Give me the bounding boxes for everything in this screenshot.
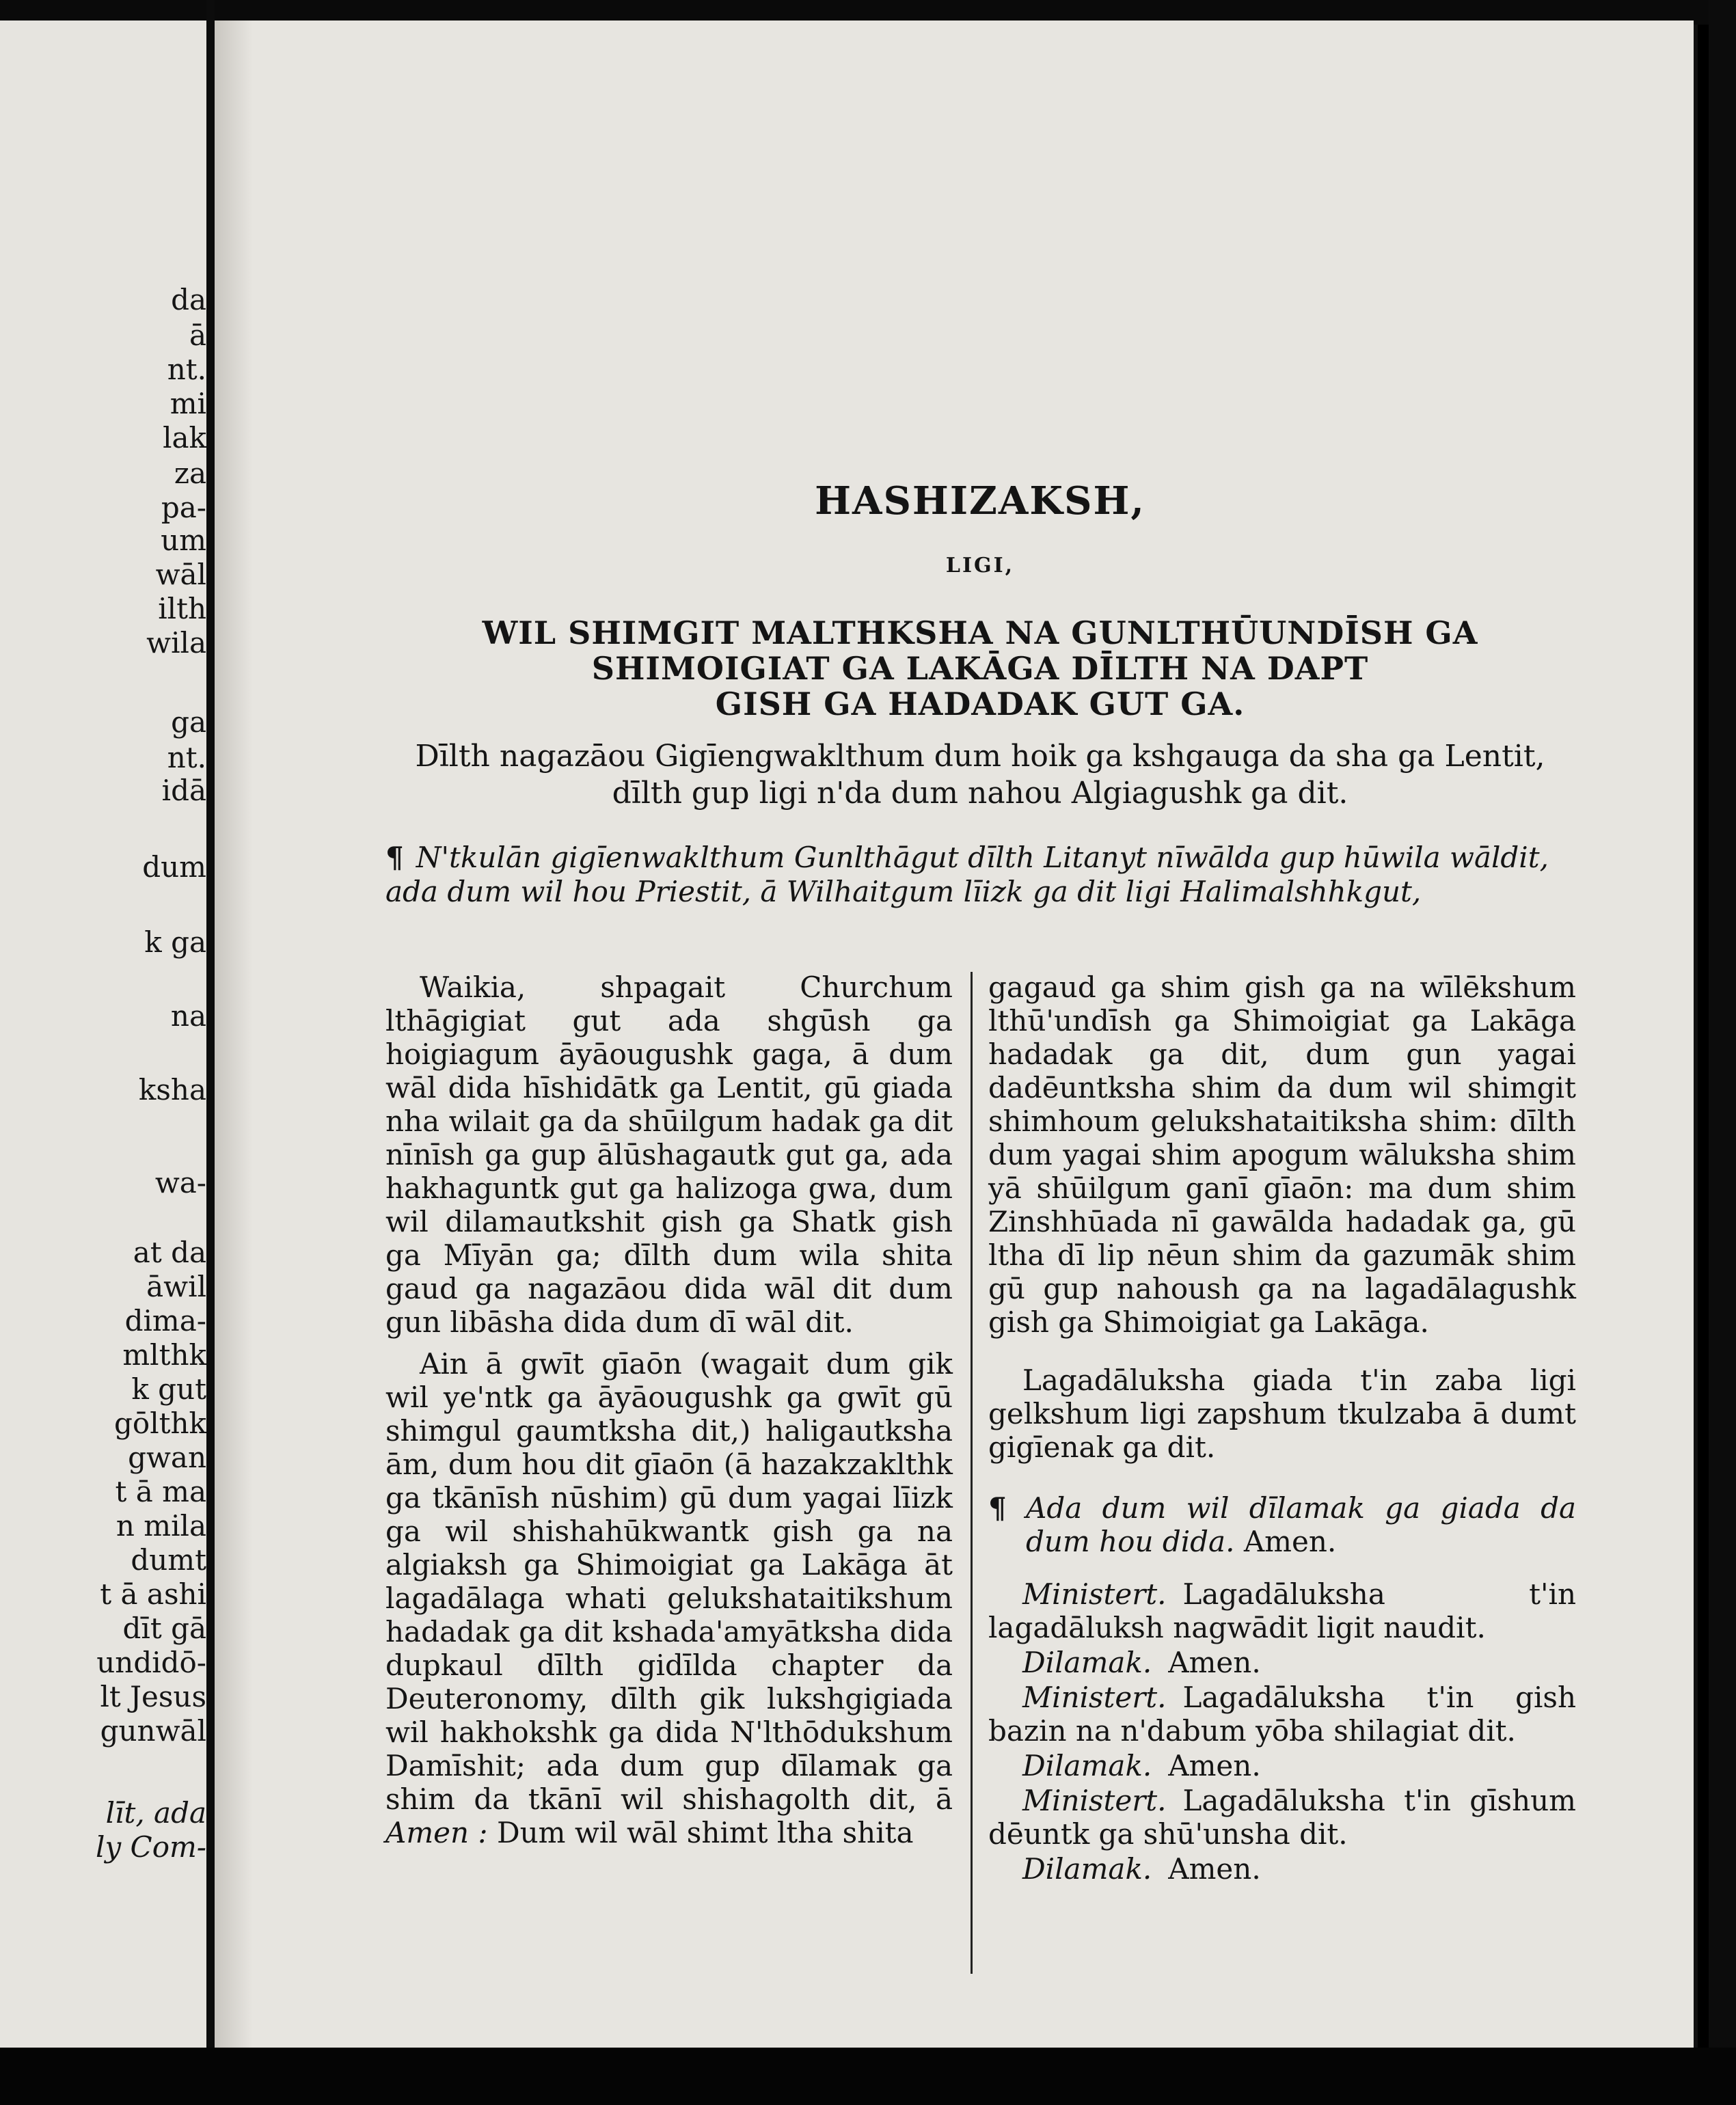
speaker-label: Ministert. <box>1022 1784 1167 1817</box>
previous-page-line: nt. <box>167 741 206 774</box>
previous-page-line: ga <box>171 705 206 739</box>
speaker-label: Dilamak. <box>1022 1646 1152 1679</box>
book-page <box>215 21 1694 2048</box>
previous-page-line: za <box>174 457 206 490</box>
scan-right-line <box>1694 25 1698 2048</box>
previous-page-line: n mila <box>116 1509 206 1543</box>
previous-page-line: undidō- <box>96 1646 206 1679</box>
previous-page-line: t ā ma <box>115 1475 206 1508</box>
scan-right-border <box>1709 0 1736 2105</box>
previous-page-line: ly Com- <box>96 1830 206 1864</box>
previous-page-line: dima- <box>124 1304 206 1337</box>
rubric-text: N'tkulān gigīenwaklthum Gunlthāgut dīlth Litanyt nīwālda gup hūwila wāldit, ada dum wil hou Priestit, ā Wilhaitgum līizk ga dit ligi Halimalshhkgut, <box>385 841 1549 908</box>
litany-line <box>988 1646 1576 1679</box>
litany-text: Lagadāluksha t'in gish bazin na n'dabum yōba shilagiat dit. <box>988 1681 1576 1748</box>
previous-page-line: t ā ashi <box>100 1577 206 1611</box>
previous-page-line: wāl <box>155 558 206 591</box>
litany-line <box>988 1784 1576 1851</box>
previous-page-line: lt Jesus <box>100 1680 206 1713</box>
gutter-shadow <box>215 21 253 2048</box>
previous-page-line: wa- <box>154 1166 206 1199</box>
litany-line <box>988 1681 1576 1748</box>
scan-bottom-border <box>0 2048 1736 2105</box>
previous-page-line: at da <box>133 1236 206 1269</box>
previous-page-line: ksha <box>138 1073 206 1106</box>
opening-rubric <box>385 841 1575 909</box>
paragraph: Waikia, shpagait Churchum lthāgigiat gut ada shgūsh ga hoigiagum āyāougushk gaga, ā dum wāl dida hīshidātk ga Lentit, gū giada nha wilait ga da shūilgum hadak ga dit nīnīsh ga gup ālūshagautk gut ga, ada hakhaguntk gut ga halizoga gwa, dum wil dilamautkshit gish ga Shatk gish ga Mīyān ga; dīlth dum wila shita gaud ga nagazāou dida wāl dit dum gun libāsha dida dum dī wāl dit. <box>385 970 953 1339</box>
left-column <box>385 970 953 1858</box>
right-column <box>988 970 1576 1887</box>
previous-page-line: dum <box>142 850 206 884</box>
previous-page-line: k gut <box>131 1372 206 1406</box>
litany-text: Lagadāluksha t'in lagadāluksh nagwādit ligit naudit. <box>988 1577 1576 1644</box>
page-subtitle <box>385 615 1575 722</box>
previous-page-line: gunwāl <box>100 1714 206 1748</box>
previous-page-line: gwan <box>128 1441 206 1474</box>
litany-line <box>988 1749 1576 1782</box>
amen-response: Amen. <box>1243 1525 1337 1558</box>
speaker-label: Ministert. <box>1022 1577 1167 1611</box>
amen-response: Amen : <box>385 1816 488 1849</box>
previous-page-line: gōlthk <box>114 1407 206 1440</box>
previous-page-line: dīt gā <box>122 1612 206 1645</box>
previous-page-line: k ga <box>144 925 206 959</box>
previous-page-line: idā <box>161 774 206 807</box>
paragraph <box>385 1347 953 1849</box>
previous-page-line: līt, ada <box>105 1796 206 1830</box>
previous-page-line: mi <box>169 387 206 420</box>
previous-page-line: wila <box>146 626 206 660</box>
paragraph: Lagadāluksha giada t'in zaba ligi gelkshum ligi zapshum tkulzaba ā dumt gigīenak ga dit. <box>988 1363 1576 1464</box>
column-divider <box>971 972 973 1974</box>
previous-page-line: ā <box>189 318 206 352</box>
litany-line <box>988 1577 1576 1644</box>
intro-paragraph <box>385 738 1575 812</box>
paragraph-text: Ain ā gwīt gīaōn (wagait dum gik wil ye'ntk ga āyāougushk ga gwīt gū shimgul gaumtksha dit,) haligautksha ām, dum hou dit gīaōn (ā hazakzaklthk ga tkānīsh nūshim) gū dum yagai līizk ga wil shishahūkwantk gish ga na algiaksh ga Shimoigiat ga Lakāga āt lagadālaga whati gelukshataitikshum hadadak ga dit kshada'amyātksha dida dupkaul dīlth gidīlda chapter da Deuteronomy, dīlth gik lukshgigiada wil hakhokshk ga dida N'lthōdukshum Damīshit; ada dum gup dīlamak ga shim da tkānī wil shishagolth dit, ā <box>385 1347 953 1816</box>
speaker-label: Ministert. <box>1022 1681 1167 1714</box>
pilcrow-icon: ¶ <box>385 841 404 874</box>
previous-page-line: mlthk <box>122 1338 206 1372</box>
page-fold <box>206 0 215 2105</box>
previous-page-line: um <box>161 524 206 557</box>
litany-text: Amen. <box>1168 1646 1261 1679</box>
response-rubric <box>988 1491 1576 1558</box>
previous-page-line: pa- <box>161 491 206 524</box>
intro-line: Dīlth nagazāou Gigīengwaklthum dum hoik ga kshgauga da sha ga Lentit, <box>415 739 1545 774</box>
previous-page-line: nt. <box>167 353 206 386</box>
paragraph: gagaud ga shim gish ga na wīlēkshum lthū'undīsh ga Shimoigiat ga Lakāga hadadak ga dit, dum gun yagai dadēuntksha shim da dum wil shimgit shimhoum gelukshataitiksha shim: dīlth dum yagai shim apogum wāluksha shim yā shūilgum ganī gīaōn: ma dum shim Zinshhūada nī gawālda hadadak ga, gū ltha dī lip nēun shim da gazumāk shim gū gup nahoush ga na lagadālagushk gish ga Shimoigiat ga Lakāga. <box>988 970 1576 1339</box>
pilcrow-icon: ¶ <box>988 1491 1007 1525</box>
previous-page-line: āwil <box>146 1270 206 1303</box>
paragraph-continuation: Dum wil wāl shimt ltha shita <box>496 1816 914 1849</box>
previous-page-line: dumt <box>131 1543 206 1577</box>
rubric-text: Ada dum wil dīlamak ga giada da dum hou dida. <box>1026 1491 1576 1558</box>
subtitle-line: GISH GA HADADAK GUT GA. <box>715 685 1245 722</box>
title-connector: LIGI, <box>945 554 1015 578</box>
previous-page-line: ilth <box>158 592 206 625</box>
litany-text: Amen. <box>1168 1749 1261 1782</box>
previous-page-line: da <box>171 283 206 316</box>
speaker-label: Dilamak. <box>1022 1852 1152 1886</box>
subtitle-line: WIL SHIMGIT MALTHKSHA NA GUNLTHŪUNDĪSH GA <box>482 614 1478 651</box>
previous-page-line: lak <box>163 421 206 454</box>
page-title: HASHIZAKSH, <box>815 478 1145 524</box>
intro-line: dīlth gup ligi n'da dum nahou Algiagushk ga dit. <box>612 776 1348 811</box>
litany-text: Amen. <box>1168 1852 1261 1886</box>
subtitle-line: SHIMOIGIAT GA LAKĀGA DĪLTH NA DAPT <box>591 650 1369 687</box>
previous-page-fragment <box>0 21 206 2048</box>
litany <box>988 1577 1576 1886</box>
speaker-label: Dilamak. <box>1022 1749 1152 1782</box>
litany-line <box>988 1852 1576 1886</box>
previous-page-line: na <box>170 999 206 1033</box>
litany-text: Lagadāluksha t'in gīshum dēuntk ga shū'unsha dit. <box>988 1784 1576 1851</box>
